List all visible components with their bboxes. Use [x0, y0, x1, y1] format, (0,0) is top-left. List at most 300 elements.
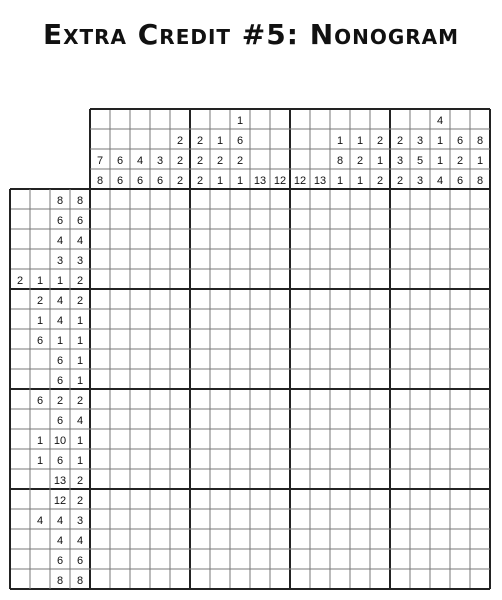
- grid-cell[interactable]: [390, 249, 410, 269]
- grid-cell[interactable]: [270, 389, 290, 409]
- grid-cell[interactable]: [410, 289, 430, 309]
- grid-cell[interactable]: [110, 429, 130, 449]
- grid-cell[interactable]: [410, 529, 430, 549]
- grid-cell[interactable]: [330, 429, 350, 449]
- grid-cell[interactable]: [210, 549, 230, 569]
- grid-cell[interactable]: [310, 509, 330, 529]
- grid-cell[interactable]: [310, 389, 330, 409]
- grid-cell[interactable]: [130, 429, 150, 449]
- grid-cell[interactable]: [110, 409, 130, 429]
- grid-cell[interactable]: [470, 469, 490, 489]
- grid-cell[interactable]: [450, 189, 470, 209]
- grid-cell[interactable]: [210, 469, 230, 489]
- grid-cell[interactable]: [250, 389, 270, 409]
- grid-cell[interactable]: [150, 309, 170, 329]
- grid-cell[interactable]: [450, 389, 470, 409]
- grid-cell[interactable]: [250, 429, 270, 449]
- grid-cell[interactable]: [230, 249, 250, 269]
- grid-cell[interactable]: [90, 329, 110, 349]
- grid-cell[interactable]: [110, 309, 130, 329]
- grid-cell[interactable]: [250, 409, 270, 429]
- grid-cell[interactable]: [430, 189, 450, 209]
- grid-cell[interactable]: [90, 209, 110, 229]
- grid-cell[interactable]: [370, 529, 390, 549]
- grid-cell[interactable]: [370, 549, 390, 569]
- grid-cell[interactable]: [270, 409, 290, 429]
- grid-cell[interactable]: [390, 509, 410, 529]
- grid-cell[interactable]: [290, 529, 310, 549]
- grid-cell[interactable]: [230, 269, 250, 289]
- grid-cell[interactable]: [250, 569, 270, 589]
- grid-cell[interactable]: [330, 249, 350, 269]
- grid-cell[interactable]: [190, 389, 210, 409]
- grid-cell[interactable]: [190, 269, 210, 289]
- grid-cell[interactable]: [310, 489, 330, 509]
- grid-cell[interactable]: [150, 529, 170, 549]
- grid-cell[interactable]: [250, 249, 270, 269]
- grid-cell[interactable]: [110, 369, 130, 389]
- grid-cell[interactable]: [150, 449, 170, 469]
- grid-cell[interactable]: [150, 429, 170, 449]
- grid-cell[interactable]: [390, 429, 410, 449]
- grid-cell[interactable]: [430, 489, 450, 509]
- grid-cell[interactable]: [250, 329, 270, 349]
- grid-cell[interactable]: [170, 449, 190, 469]
- grid-cell[interactable]: [250, 489, 270, 509]
- grid-cell[interactable]: [370, 249, 390, 269]
- grid-cell[interactable]: [350, 209, 370, 229]
- grid-cell[interactable]: [230, 229, 250, 249]
- grid-cell[interactable]: [410, 429, 430, 449]
- grid-cell[interactable]: [210, 329, 230, 349]
- grid-cell[interactable]: [450, 349, 470, 369]
- grid-cell[interactable]: [310, 469, 330, 489]
- grid-cell[interactable]: [150, 209, 170, 229]
- grid-cell[interactable]: [270, 489, 290, 509]
- grid-cell[interactable]: [290, 389, 310, 409]
- grid-cell[interactable]: [310, 209, 330, 229]
- grid-cell[interactable]: [350, 269, 370, 289]
- grid-cell[interactable]: [290, 189, 310, 209]
- grid-cell[interactable]: [390, 569, 410, 589]
- grid-cell[interactable]: [290, 289, 310, 309]
- grid-cell[interactable]: [270, 429, 290, 449]
- grid-cell[interactable]: [290, 349, 310, 369]
- grid-cell[interactable]: [330, 489, 350, 509]
- grid-cell[interactable]: [90, 409, 110, 429]
- grid-cell[interactable]: [170, 189, 190, 209]
- grid-cell[interactable]: [390, 209, 410, 229]
- grid-cell[interactable]: [290, 549, 310, 569]
- grid-cell[interactable]: [450, 469, 470, 489]
- grid-cell[interactable]: [190, 429, 210, 449]
- grid-cell[interactable]: [110, 269, 130, 289]
- grid-cell[interactable]: [130, 309, 150, 329]
- grid-cell[interactable]: [110, 209, 130, 229]
- grid-cell[interactable]: [270, 209, 290, 229]
- grid-cell[interactable]: [250, 309, 270, 329]
- grid-cell[interactable]: [190, 549, 210, 569]
- grid-cell[interactable]: [290, 209, 310, 229]
- grid-cell[interactable]: [310, 529, 330, 549]
- grid-cell[interactable]: [410, 309, 430, 329]
- grid-cell[interactable]: [250, 469, 270, 489]
- grid-cell[interactable]: [250, 509, 270, 529]
- grid-cell[interactable]: [330, 469, 350, 489]
- grid-cell[interactable]: [110, 389, 130, 409]
- grid-cell[interactable]: [90, 449, 110, 469]
- grid-cell[interactable]: [450, 309, 470, 329]
- grid-cell[interactable]: [210, 289, 230, 309]
- grid-cell[interactable]: [430, 289, 450, 309]
- grid-cell[interactable]: [330, 229, 350, 249]
- grid-cell[interactable]: [310, 549, 330, 569]
- grid-cell[interactable]: [230, 529, 250, 549]
- grid-cell[interactable]: [190, 309, 210, 329]
- grid-cell[interactable]: [310, 249, 330, 269]
- grid-cell[interactable]: [470, 449, 490, 469]
- grid-cell[interactable]: [390, 369, 410, 389]
- grid-cell[interactable]: [430, 369, 450, 389]
- grid-cell[interactable]: [110, 329, 130, 349]
- grid-cell[interactable]: [350, 509, 370, 529]
- grid-cell[interactable]: [350, 569, 370, 589]
- grid-cell[interactable]: [310, 569, 330, 589]
- grid-cell[interactable]: [410, 409, 430, 429]
- grid-cell[interactable]: [370, 309, 390, 329]
- grid-cell[interactable]: [170, 489, 190, 509]
- grid-cell[interactable]: [250, 549, 270, 569]
- grid-cell[interactable]: [190, 449, 210, 469]
- grid-cell[interactable]: [230, 189, 250, 209]
- grid-cell[interactable]: [130, 189, 150, 209]
- grid-cell[interactable]: [110, 509, 130, 529]
- grid-cell[interactable]: [470, 389, 490, 409]
- grid-cell[interactable]: [170, 309, 190, 329]
- grid-cell[interactable]: [210, 449, 230, 469]
- grid-cell[interactable]: [290, 309, 310, 329]
- grid-cell[interactable]: [330, 449, 350, 469]
- grid-cell[interactable]: [430, 249, 450, 269]
- grid-cell[interactable]: [310, 349, 330, 369]
- grid-cell[interactable]: [150, 349, 170, 369]
- grid-cell[interactable]: [430, 469, 450, 489]
- grid-cell[interactable]: [130, 369, 150, 389]
- grid-cell[interactable]: [130, 249, 150, 269]
- grid-cell[interactable]: [470, 569, 490, 589]
- grid-cell[interactable]: [410, 549, 430, 569]
- grid-cell[interactable]: [310, 309, 330, 329]
- grid-cell[interactable]: [170, 369, 190, 389]
- grid-cell[interactable]: [430, 329, 450, 349]
- grid-cell[interactable]: [470, 529, 490, 549]
- grid-cell[interactable]: [470, 509, 490, 529]
- grid-cell[interactable]: [450, 329, 470, 349]
- grid-cell[interactable]: [310, 369, 330, 389]
- grid-cell[interactable]: [110, 529, 130, 549]
- grid-cell[interactable]: [230, 289, 250, 309]
- grid-cell[interactable]: [290, 229, 310, 249]
- grid-cell[interactable]: [170, 209, 190, 229]
- grid-cell[interactable]: [470, 349, 490, 369]
- grid-cell[interactable]: [270, 529, 290, 549]
- grid-cell[interactable]: [150, 189, 170, 209]
- grid-cell[interactable]: [390, 449, 410, 469]
- grid-cell[interactable]: [470, 229, 490, 249]
- grid-cell[interactable]: [390, 469, 410, 489]
- grid-cell[interactable]: [130, 389, 150, 409]
- grid-cell[interactable]: [450, 449, 470, 469]
- grid-cell[interactable]: [90, 509, 110, 529]
- grid-cell[interactable]: [290, 329, 310, 349]
- grid-cell[interactable]: [470, 409, 490, 429]
- grid-cell[interactable]: [270, 189, 290, 209]
- grid-cell[interactable]: [290, 269, 310, 289]
- grid-cell[interactable]: [410, 469, 430, 489]
- grid-cell[interactable]: [150, 269, 170, 289]
- grid-cell[interactable]: [110, 249, 130, 269]
- grid-cell[interactable]: [430, 449, 450, 469]
- grid-cell[interactable]: [350, 429, 370, 449]
- grid-cell[interactable]: [90, 389, 110, 409]
- grid-cell[interactable]: [370, 189, 390, 209]
- grid-cell[interactable]: [270, 349, 290, 369]
- grid-cell[interactable]: [90, 529, 110, 549]
- grid-cell[interactable]: [170, 249, 190, 269]
- grid-cell[interactable]: [290, 409, 310, 429]
- grid-cell[interactable]: [450, 369, 470, 389]
- grid-cell[interactable]: [410, 569, 430, 589]
- grid-cell[interactable]: [90, 189, 110, 209]
- grid-cell[interactable]: [330, 269, 350, 289]
- grid-cell[interactable]: [270, 229, 290, 249]
- grid-cell[interactable]: [330, 289, 350, 309]
- grid-cell[interactable]: [350, 189, 370, 209]
- grid-cell[interactable]: [230, 429, 250, 449]
- grid-cell[interactable]: [170, 429, 190, 449]
- grid-cell[interactable]: [470, 269, 490, 289]
- grid-cell[interactable]: [150, 249, 170, 269]
- grid-cell[interactable]: [310, 189, 330, 209]
- grid-cell[interactable]: [190, 329, 210, 349]
- grid-cell[interactable]: [450, 409, 470, 429]
- grid-cell[interactable]: [370, 489, 390, 509]
- grid-cell[interactable]: [150, 229, 170, 249]
- grid-cell[interactable]: [350, 369, 370, 389]
- grid-cell[interactable]: [130, 449, 150, 469]
- grid-cell[interactable]: [290, 509, 310, 529]
- grid-cell[interactable]: [470, 329, 490, 349]
- grid-cell[interactable]: [190, 569, 210, 589]
- grid-cell[interactable]: [90, 309, 110, 329]
- grid-cell[interactable]: [390, 489, 410, 509]
- grid-cell[interactable]: [130, 549, 150, 569]
- grid-cell[interactable]: [330, 349, 350, 369]
- grid-cell[interactable]: [90, 569, 110, 589]
- grid-cell[interactable]: [190, 369, 210, 389]
- grid-cell[interactable]: [90, 249, 110, 269]
- grid-cell[interactable]: [330, 309, 350, 329]
- grid-cell[interactable]: [450, 249, 470, 269]
- grid-cell[interactable]: [430, 509, 450, 529]
- grid-cell[interactable]: [430, 429, 450, 449]
- grid-cell[interactable]: [270, 449, 290, 469]
- grid-cell[interactable]: [210, 209, 230, 229]
- grid-cell[interactable]: [410, 369, 430, 389]
- grid-cell[interactable]: [430, 209, 450, 229]
- grid-cell[interactable]: [210, 509, 230, 529]
- grid-cell[interactable]: [310, 269, 330, 289]
- grid-cell[interactable]: [230, 469, 250, 489]
- grid-cell[interactable]: [310, 329, 330, 349]
- grid-cell[interactable]: [470, 489, 490, 509]
- grid-cell[interactable]: [470, 289, 490, 309]
- grid-cell[interactable]: [270, 569, 290, 589]
- grid-cell[interactable]: [390, 529, 410, 549]
- grid-cell[interactable]: [130, 569, 150, 589]
- grid-cell[interactable]: [470, 309, 490, 329]
- grid-cell[interactable]: [370, 429, 390, 449]
- grid-cell[interactable]: [290, 449, 310, 469]
- grid-cell[interactable]: [230, 409, 250, 429]
- grid-cell[interactable]: [470, 429, 490, 449]
- grid-cell[interactable]: [150, 369, 170, 389]
- grid-cell[interactable]: [330, 569, 350, 589]
- grid-cell[interactable]: [290, 249, 310, 269]
- grid-cell[interactable]: [310, 409, 330, 429]
- grid-cell[interactable]: [90, 549, 110, 569]
- grid-cell[interactable]: [110, 569, 130, 589]
- grid-cell[interactable]: [90, 349, 110, 369]
- grid-cell[interactable]: [210, 269, 230, 289]
- grid-cell[interactable]: [370, 209, 390, 229]
- grid-cell[interactable]: [350, 469, 370, 489]
- grid-cell[interactable]: [230, 549, 250, 569]
- grid-cell[interactable]: [330, 389, 350, 409]
- grid-cell[interactable]: [350, 349, 370, 369]
- grid-cell[interactable]: [350, 449, 370, 469]
- grid-cell[interactable]: [410, 269, 430, 289]
- grid-cell[interactable]: [270, 289, 290, 309]
- grid-cell[interactable]: [370, 329, 390, 349]
- grid-cell[interactable]: [190, 409, 210, 429]
- grid-cell[interactable]: [410, 489, 430, 509]
- grid-cell[interactable]: [350, 489, 370, 509]
- grid-cell[interactable]: [350, 389, 370, 409]
- grid-cell[interactable]: [430, 529, 450, 549]
- grid-cell[interactable]: [470, 189, 490, 209]
- grid-cell[interactable]: [250, 529, 270, 549]
- grid-cell[interactable]: [170, 409, 190, 429]
- grid-cell[interactable]: [370, 469, 390, 489]
- grid-cell[interactable]: [430, 569, 450, 589]
- grid-cell[interactable]: [390, 289, 410, 309]
- grid-cell[interactable]: [450, 229, 470, 249]
- grid-cell[interactable]: [230, 509, 250, 529]
- grid-cell[interactable]: [210, 369, 230, 389]
- grid-cell[interactable]: [230, 309, 250, 329]
- grid-cell[interactable]: [450, 269, 470, 289]
- grid-cell[interactable]: [250, 189, 270, 209]
- grid-cell[interactable]: [310, 229, 330, 249]
- grid-cell[interactable]: [130, 489, 150, 509]
- grid-cell[interactable]: [350, 229, 370, 249]
- grid-cell[interactable]: [150, 389, 170, 409]
- grid-cell[interactable]: [210, 389, 230, 409]
- grid-cell[interactable]: [230, 389, 250, 409]
- grid-cell[interactable]: [250, 449, 270, 469]
- grid-cell[interactable]: [390, 349, 410, 369]
- grid-cell[interactable]: [450, 489, 470, 509]
- grid-cell[interactable]: [170, 329, 190, 349]
- grid-cell[interactable]: [170, 229, 190, 249]
- grid-cell[interactable]: [190, 509, 210, 529]
- grid-cell[interactable]: [450, 509, 470, 529]
- grid-cell[interactable]: [450, 569, 470, 589]
- grid-cell[interactable]: [350, 289, 370, 309]
- grid-cell[interactable]: [230, 369, 250, 389]
- grid-cell[interactable]: [230, 329, 250, 349]
- grid-cell[interactable]: [230, 449, 250, 469]
- grid-cell[interactable]: [390, 309, 410, 329]
- grid-cell[interactable]: [470, 549, 490, 569]
- grid-cell[interactable]: [390, 269, 410, 289]
- grid-cell[interactable]: [370, 369, 390, 389]
- grid-cell[interactable]: [310, 429, 330, 449]
- grid-cell[interactable]: [350, 309, 370, 329]
- grid-cell[interactable]: [410, 349, 430, 369]
- grid-cell[interactable]: [190, 489, 210, 509]
- grid-cell[interactable]: [370, 349, 390, 369]
- grid-cell[interactable]: [150, 569, 170, 589]
- grid-cell[interactable]: [90, 269, 110, 289]
- grid-cell[interactable]: [150, 549, 170, 569]
- grid-cell[interactable]: [150, 509, 170, 529]
- grid-cell[interactable]: [330, 409, 350, 429]
- grid-cell[interactable]: [430, 229, 450, 249]
- grid-cell[interactable]: [330, 529, 350, 549]
- grid-cell[interactable]: [250, 349, 270, 369]
- grid-cell[interactable]: [90, 429, 110, 449]
- grid-cell[interactable]: [110, 289, 130, 309]
- grid-cell[interactable]: [450, 289, 470, 309]
- grid-cell[interactable]: [170, 269, 190, 289]
- grid-cell[interactable]: [190, 289, 210, 309]
- grid-cell[interactable]: [150, 289, 170, 309]
- grid-cell[interactable]: [110, 349, 130, 369]
- grid-cell[interactable]: [390, 389, 410, 409]
- grid-cell[interactable]: [470, 249, 490, 269]
- grid-cell[interactable]: [370, 449, 390, 469]
- grid-cell[interactable]: [130, 209, 150, 229]
- grid-cell[interactable]: [350, 249, 370, 269]
- grid-cell[interactable]: [170, 569, 190, 589]
- grid-cell[interactable]: [190, 209, 210, 229]
- grid-cell[interactable]: [370, 509, 390, 529]
- grid-cell[interactable]: [250, 269, 270, 289]
- grid-cell[interactable]: [410, 329, 430, 349]
- grid-cell[interactable]: [150, 329, 170, 349]
- grid-cell[interactable]: [330, 509, 350, 529]
- grid-cell[interactable]: [90, 229, 110, 249]
- grid-cell[interactable]: [430, 269, 450, 289]
- grid-cell[interactable]: [210, 309, 230, 329]
- grid-cell[interactable]: [190, 529, 210, 549]
- grid-cell[interactable]: [390, 189, 410, 209]
- grid-cell[interactable]: [230, 349, 250, 369]
- grid-cell[interactable]: [290, 489, 310, 509]
- grid-cell[interactable]: [410, 249, 430, 269]
